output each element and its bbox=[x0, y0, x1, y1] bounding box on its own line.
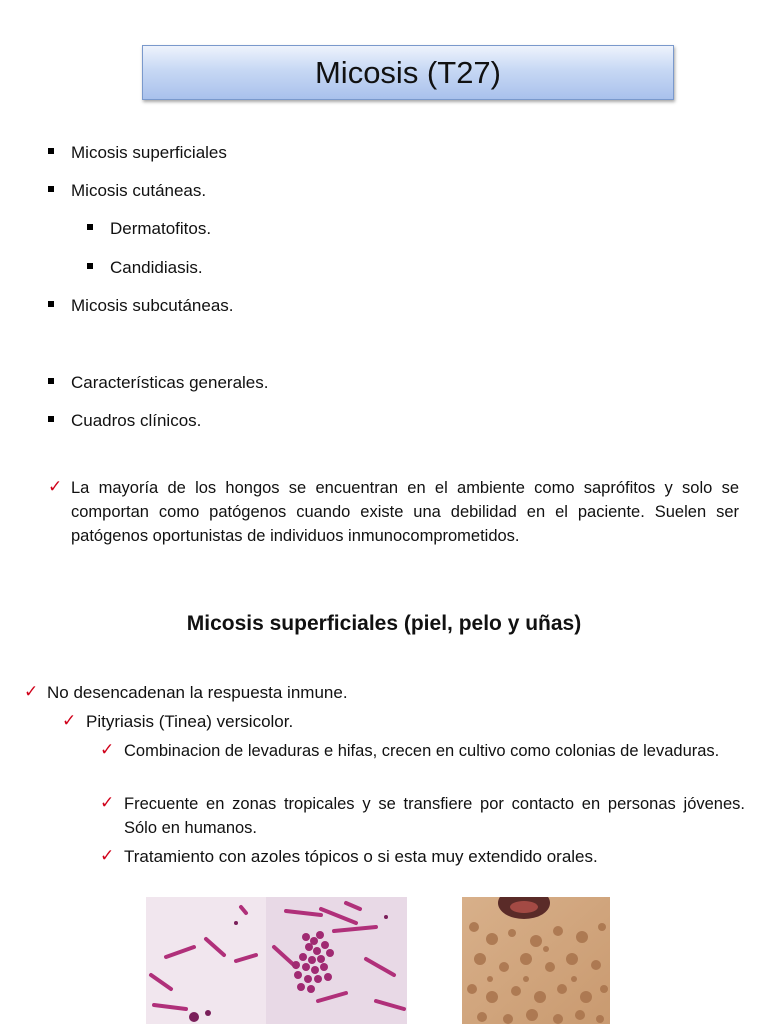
outline-item: Micosis cutáneas. bbox=[71, 181, 207, 200]
bullet-icon bbox=[48, 186, 54, 192]
slide-title-box bbox=[142, 45, 674, 100]
checkmark-icon: ✓ bbox=[100, 740, 115, 760]
outline-item: Características generales. bbox=[71, 373, 269, 392]
intro-note-text: La mayoría de los hongos se encuentran en el ambiente como saprófitos y solo se comportan como patógenos cuando existe una debilidad en el paciente. Suelen ser patógenos oportunistas de individuos inmunocomprometidos. bbox=[71, 479, 739, 545]
bullet-icon bbox=[87, 224, 93, 230]
checkmark-icon: ✓ bbox=[62, 711, 77, 731]
skin-lesion-image-svg bbox=[462, 897, 610, 1024]
check-subitem: Pityriasis (Tinea) versicolor. bbox=[86, 712, 294, 731]
outline-subitem: Dermatofitos. bbox=[110, 219, 212, 238]
bullet-icon bbox=[48, 301, 54, 307]
bullet-icon bbox=[48, 378, 54, 384]
check-subsubitem bbox=[124, 739, 745, 763]
checkmark-icon: ✓ bbox=[100, 793, 115, 813]
bullet-icon bbox=[48, 416, 54, 422]
check-subsubitem bbox=[124, 792, 745, 840]
bullet-icon bbox=[48, 148, 54, 154]
bullet-icon bbox=[87, 263, 93, 269]
check-subsubitem-text: Frecuente en zonas tropicales y se transfiere por contacto en personas jóvenes. Sólo en humanos. bbox=[124, 795, 745, 837]
page-title: Micosis (T27) bbox=[314, 54, 501, 90]
checkmark-icon: ✓ bbox=[48, 477, 63, 497]
intro-note bbox=[71, 476, 739, 548]
check-subsubitem-text: Combinacion de levaduras e hifas, crecen en cultivo como colonias de levaduras. bbox=[124, 742, 720, 760]
checkmark-icon: ✓ bbox=[24, 682, 39, 702]
check-subsubitem: Tratamiento con azoles tópicos o si esta muy extendido orales. bbox=[124, 847, 598, 866]
section-heading: Micosis superficiales (piel, pelo y uñas) bbox=[186, 612, 582, 635]
check-item: No desencadenan la respuesta inmune. bbox=[47, 683, 348, 702]
outline-item: Micosis superficiales bbox=[71, 143, 227, 162]
micrograph-image-svg bbox=[146, 897, 407, 1024]
outline-item: Cuadros clínicos. bbox=[71, 411, 202, 430]
checkmark-icon: ✓ bbox=[100, 846, 115, 866]
micrograph-image bbox=[146, 897, 407, 1024]
skin-lesion-image bbox=[462, 897, 610, 1024]
outline-subitem: Candidiasis. bbox=[110, 258, 203, 277]
outline-item: Micosis subcutáneas. bbox=[71, 296, 234, 315]
